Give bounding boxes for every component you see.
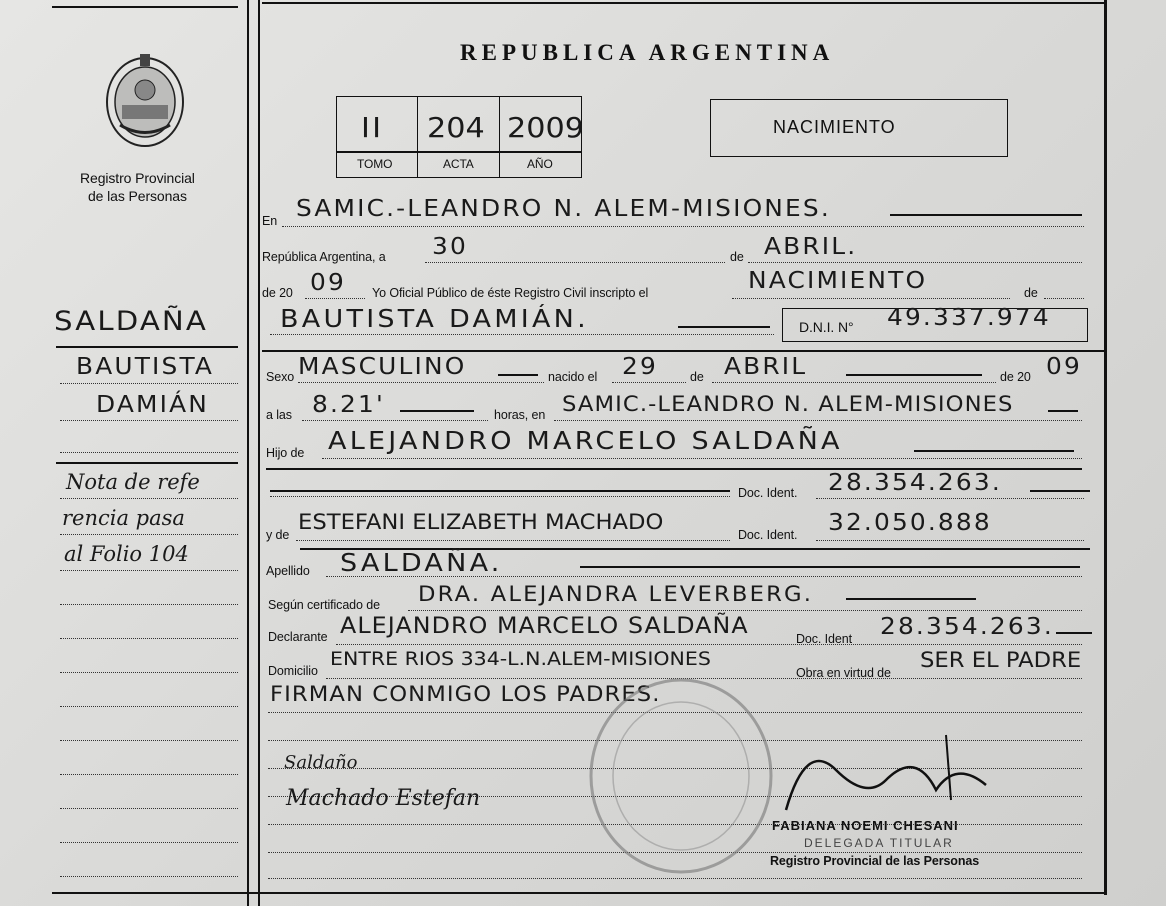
hora-line	[302, 420, 488, 421]
nacido-mes: ABRIL	[724, 354, 808, 380]
de-label: de	[730, 250, 744, 264]
inner-left-border	[258, 0, 260, 906]
dia-line	[425, 262, 725, 263]
sexo-label: Sexo	[266, 370, 295, 384]
apellido-line	[326, 576, 1082, 577]
sidebar-dots	[60, 604, 238, 605]
acta-value: 204	[427, 111, 485, 144]
sidebar-dots	[60, 706, 238, 707]
doc2-label: Doc. Ident.	[738, 528, 798, 542]
apellido-value: SALDAÑA.	[340, 548, 503, 577]
acta-label: ACTA	[443, 157, 474, 171]
declarante-line	[336, 644, 1082, 645]
declarante-doc-dash	[1056, 632, 1092, 634]
record-number-divider	[337, 151, 581, 153]
official-org: Registro Provincial de las Personas	[770, 854, 980, 868]
nacido-dia-line	[612, 382, 686, 383]
country-title: REPUBLICA ARGENTINA	[460, 40, 835, 65]
de2009-label: de 20	[1000, 370, 1031, 384]
sidebar-dots	[60, 876, 238, 877]
sidebar-dots	[60, 672, 238, 673]
sidebar-dots	[60, 638, 238, 639]
sidebar-surname-rule	[56, 346, 238, 348]
doc-dash	[270, 490, 730, 492]
registry-name-line1: Registro Provincial	[80, 170, 195, 186]
madre-line	[296, 540, 730, 541]
mes-line	[748, 262, 1082, 263]
apellido-label: Apellido	[266, 564, 310, 578]
dni-box	[782, 305, 1088, 342]
padre-doc: 28.354.263.	[828, 470, 1002, 496]
madre-doc: 32.050.888	[828, 510, 992, 536]
yde-label: y de	[266, 528, 290, 542]
record-type-label: NACIMIENTO	[773, 117, 896, 137]
sidebar-note-line3: al Folio 104	[64, 542, 189, 566]
sidebar-dots	[60, 740, 238, 741]
certificado-line	[408, 610, 1082, 611]
declarante-value: ALEJANDRO MARCELO SALDAÑA	[340, 614, 749, 639]
hora-value: 8.21'	[312, 392, 385, 418]
official-role: DELEGADA TITULAR	[804, 836, 954, 850]
padre-dash	[914, 450, 1074, 452]
domicilio-value: ENTRE RIOS 334-L.N.ALEM-MISIONES	[330, 648, 711, 670]
lugar-line	[554, 420, 1082, 421]
padre-line	[322, 458, 1082, 459]
sidebar-dots	[60, 420, 238, 421]
de2-label: de	[1024, 286, 1038, 300]
sidebar-note-rule	[56, 462, 238, 464]
de20-label: de 20	[262, 286, 293, 300]
obra-value: SER EL PADRE	[920, 648, 1082, 672]
sidebar-dots	[60, 808, 238, 809]
madre-doc-line	[816, 540, 1084, 541]
alas-label: a las	[266, 408, 292, 422]
registry-name-line2: de las Personas	[88, 188, 187, 204]
tomo-value: II	[361, 111, 384, 144]
inscripto-value: NACIMIENTO	[748, 268, 928, 294]
hijo-label: Hijo de	[266, 446, 305, 460]
nombre-value: BAUTISTA DAMIÁN.	[280, 304, 589, 333]
sidebar-dots	[60, 534, 238, 535]
certificado-value: DRA. ALEJANDRA LEVERBERG.	[418, 582, 814, 606]
top-rule-right	[262, 2, 1104, 4]
sidebar-dots	[60, 498, 238, 499]
nombre-line	[270, 334, 774, 335]
official-name: FABIANA NOEMI CHESANI	[772, 818, 959, 833]
de2-line	[1044, 298, 1084, 299]
padre-value: ALEJANDRO MARCELO SALDAÑA	[328, 426, 843, 455]
lugar-value: SAMIC.-LEANDRO N. ALEM-MISIONES	[562, 392, 1014, 416]
sidebar-name2: DAMIÁN	[96, 392, 209, 418]
doc-label: Doc. Ident.	[738, 486, 798, 500]
anio-line	[305, 298, 365, 299]
left-column-divider	[247, 0, 249, 906]
doc-line-left	[270, 496, 730, 497]
nacido-label: nacido el	[548, 370, 598, 384]
provincial-seal-icon	[100, 50, 190, 152]
sidebar-dots	[60, 452, 238, 453]
nacido-mes-dash	[846, 374, 982, 376]
bottom-rule	[52, 892, 1106, 894]
doc3-label: Doc. Ident	[796, 632, 852, 646]
declarante-label: Declarante	[268, 630, 328, 644]
lugar-dash	[1048, 410, 1078, 412]
right-border	[1104, 0, 1107, 895]
en-label: En	[262, 214, 278, 228]
de3-label: de	[690, 370, 704, 384]
sidebar-note-line1: Nota de refe	[66, 470, 200, 494]
apellido-dash	[580, 566, 1080, 568]
sidebar-surname: SALDAÑA	[54, 306, 209, 337]
top-rule-left	[52, 6, 238, 8]
sidebar-note-line2: rencia pasa	[62, 506, 185, 530]
madre-value: ESTEFANI ELIZABETH MACHADO	[298, 510, 664, 534]
dia-value: 30	[432, 234, 468, 260]
nombre-dash	[678, 326, 770, 328]
sidebar-dots	[60, 774, 238, 775]
signature-mother: Machado Estefan	[286, 786, 481, 811]
segun-label: Según certificado de	[268, 598, 380, 612]
obra-label: Obra en virtud de	[796, 666, 891, 680]
official-signature-icon	[776, 730, 996, 820]
certificado-dash	[846, 598, 976, 600]
en-line	[282, 226, 1084, 227]
republica-label: República Argentina, a	[262, 250, 386, 264]
anio-value: 09	[310, 270, 346, 296]
nombre-rule	[262, 350, 1104, 352]
nacido-mes-line	[712, 382, 996, 383]
mes-value: ABRIL.	[764, 234, 858, 260]
declarante-doc: 28.354.263.	[880, 614, 1054, 640]
hora-dash	[400, 410, 474, 412]
dni-value: 49.337.974	[887, 305, 1051, 331]
horas-label: horas, en	[494, 408, 546, 422]
domicilio-label: Domicilio	[268, 664, 318, 678]
en-value: SAMIC.-LEANDRO N. ALEM-MISIONES.	[296, 196, 831, 222]
en-dash	[890, 214, 1082, 216]
dni-label: D.N.I. N°	[799, 319, 854, 335]
sidebar-dots	[60, 570, 238, 571]
signature-father: Saldaño	[284, 752, 358, 773]
anio-value: 2009	[507, 111, 584, 144]
sidebar-dots	[60, 383, 238, 384]
record-number-box	[336, 96, 582, 178]
sidebar-dots	[60, 842, 238, 843]
padre-doc-line	[816, 498, 1084, 499]
blank-line	[268, 878, 1082, 879]
official-stamp-icon	[586, 676, 776, 876]
nacido-dia: 29	[622, 354, 658, 380]
nacido-anio: 09	[1046, 354, 1082, 380]
extra-line: FIRMAN CONMIGO LOS PADRES.	[270, 682, 661, 706]
sexo-line	[298, 382, 544, 383]
sexo-dash	[498, 374, 538, 376]
padre-doc-dash	[1030, 490, 1090, 492]
tomo-label: TOMO	[357, 157, 393, 171]
record-type-box	[710, 99, 1008, 157]
oficial-label: Yo Oficial Público de éste Registro Civil inscripto el	[372, 286, 649, 300]
sidebar-name1: BAUTISTA	[76, 354, 215, 380]
anio-label: AÑO	[527, 157, 553, 171]
inscripto-line	[732, 298, 1010, 299]
sexo-value: MASCULINO	[298, 354, 467, 380]
